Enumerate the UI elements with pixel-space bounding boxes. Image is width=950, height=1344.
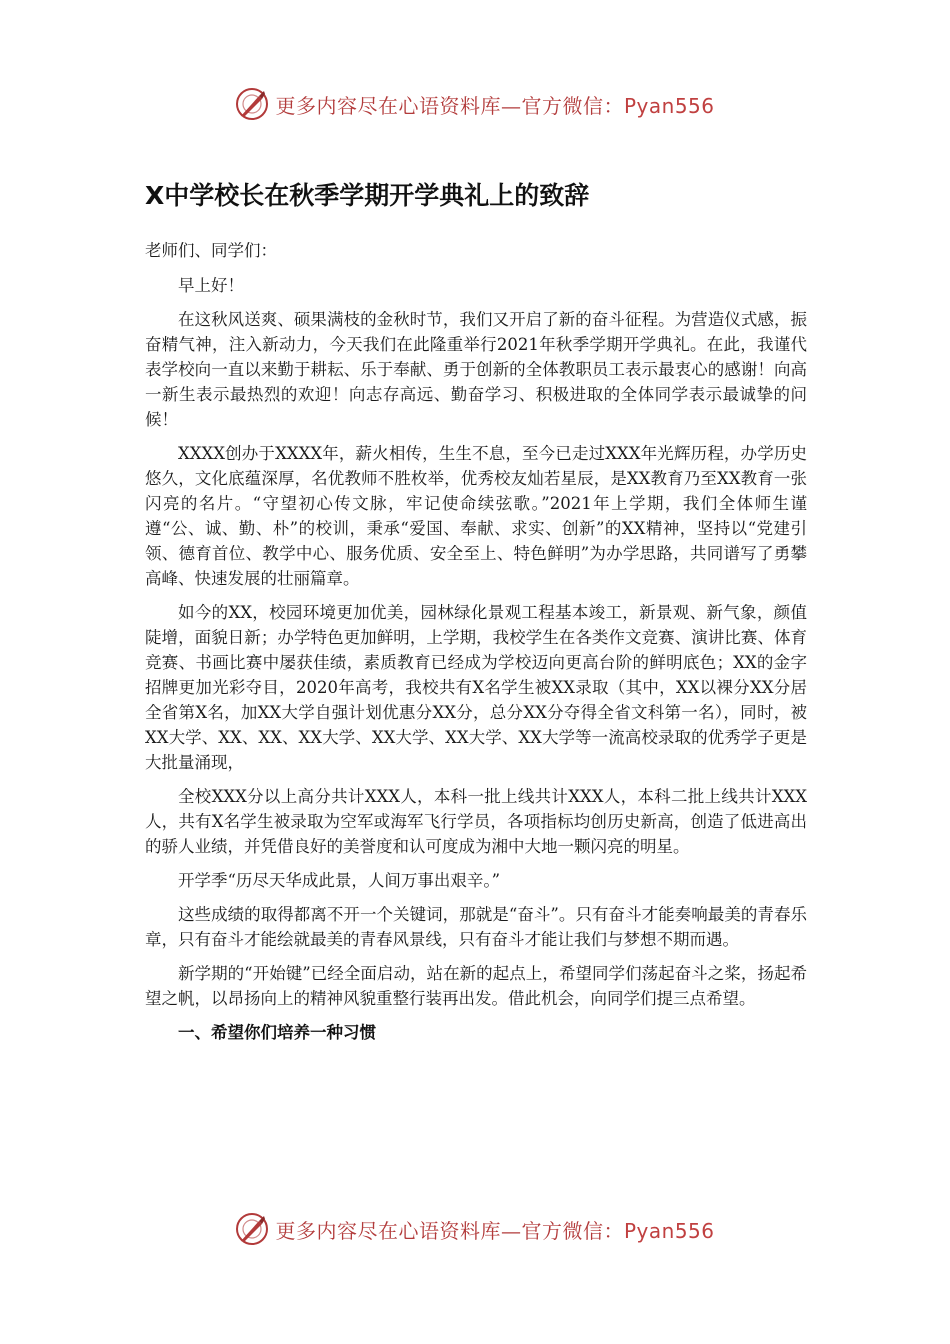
paragraph-quote: 开学季“历尽天华成此景，人间万事出艰辛。”	[178, 871, 501, 890]
paragraph-greeting: 早上好！	[178, 276, 244, 295]
paragraph-struggle: 这些成绩的取得都离不开一个关键词，那就是“奋斗”。只有奋斗才能奏响最美的青春乐章，只有奋斗才能绘就最美的青春风景线，只有奋斗才能让我们与梦想不期而遇。	[145, 905, 807, 949]
paragraph-new-term: 新学期的“开始键”已经全面启动，站在新的起点上，希望同学们荡起奋斗之桨，扬起希望之帆，以昂扬向上的精神风貌重整行装再出发。借此机会，向同学们提三点希望。	[145, 964, 807, 1008]
document-title: X中学校长在秋季学期开学典礼上的致辞	[145, 181, 590, 210]
document-body	[145, 176, 807, 1045]
paragraph-achievements: 如今的XX，校园环境更加优美，园林绿化景观工程基本竣工，新景观、新气象，颜值陡增，面貌日新；办学特色更加鲜明，上学期，我校学生在各类作文竞赛、演讲比赛、体育竞赛、书画比赛中屡获佳绩，素质教育已经成为学校迈向更高台阶的鲜明底色；XX的金字招牌更加光彩夺目，2020年高考，我校共有X名学生被XX录取（其中，XX以裸分XX分居全省第X名，加XX大学自强计划优惠分XX分，总分XX分夺得全省文科第一名），同时，被XX大学、XX、XX、XX大学、XX大学、XX大学、XX大学等一流高校录取的优秀学子更是大批量涌现，	[145, 603, 807, 772]
wechat-id: Pyan556	[623, 93, 715, 118]
header-banner	[0, 82, 950, 126]
salutation: 老师们、同学们：	[145, 241, 277, 260]
footer-banner	[0, 1207, 950, 1251]
paragraph-history: XXXX创办于XXXX年，薪火相传，生生不息，至今已走过XXX年光辉历程，办学历史悠久，文化底蕴深厚，名优教师不胜枚举，优秀校友灿若星辰，是XX教育乃至XX教育一张闪亮的名片。“守望初心传文脉，牢记使命续弦歌。”2021年上学期，我们全体师生谨遵“公、诚、勤、朴”的校训，秉承“爱国、奉献、求实、创新”的XX精神，坚持以“党建引领、德育首位、教学中心、服务优质、安全至上、特色鲜明”为办学思路，共同谱写了勇攀高峰、快速发展的壮丽篇章。	[145, 444, 807, 588]
quill-logo-icon	[235, 87, 269, 121]
section-heading: 一、希望你们培养一种习惯	[178, 1023, 376, 1042]
wechat-id: Pyan556	[623, 1218, 715, 1243]
paragraph-scores: 全校XXX分以上高分共计XXX人，本科一批上线共计XXX人，本科二批上线共计XXX人，共有X名学生被录取为空军或海军飞行学员，各项指标均创历史新高，创造了低进高出的骄人业绩，并凭借良好的美誉度和认可度成为湘中大地一颗闪亮的明星。	[145, 787, 807, 856]
paragraph-opening: 在这秋风送爽、硕果满枝的金秋时节，我们又开启了新的奋斗征程。为营造仪式感，振奋精气神，注入新动力，今天我们在此隆重举行2021年秋季学期开学典礼。在此，我谨代表学校向一直以来勤于耕耘、乐于奉献、勇于创新的全体教职员工表示最衷心的感谢！向高一新生表示最热烈的欢迎！向志存高远、勤奋学习、积极进取的全体同学表示最诚挚的问候！	[145, 310, 807, 429]
quill-logo-icon	[235, 1212, 269, 1246]
banner-text: 更多内容尽在心语资料库—官方微信：Pyan556	[275, 93, 715, 118]
banner-text: 更多内容尽在心语资料库—官方微信：Pyan556	[275, 1218, 715, 1243]
